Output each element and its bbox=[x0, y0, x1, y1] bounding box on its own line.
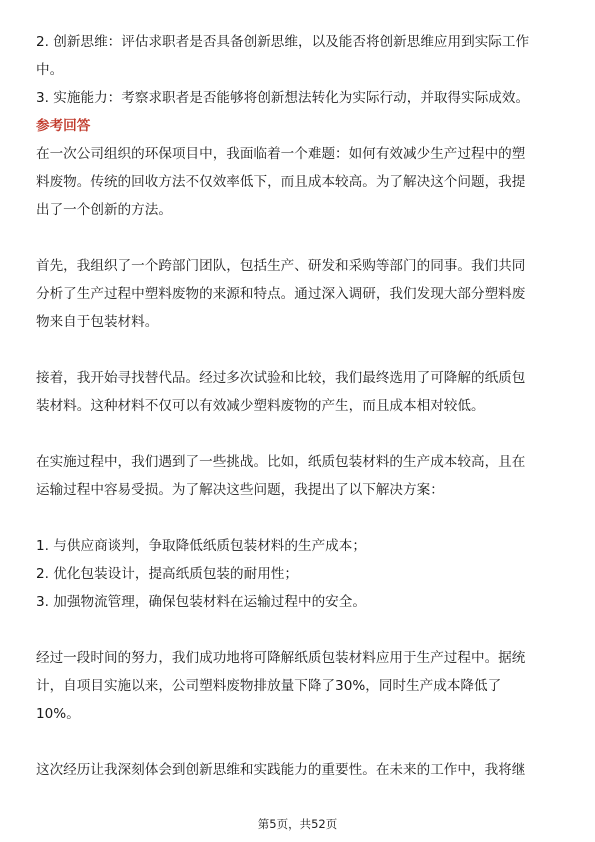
text-line: 出了一个创新的方法。 bbox=[36, 202, 172, 218]
text-line: 首先，我组织了一个跨部门团队，包括生产、研发和采购等部门的同事。我们共同 bbox=[36, 258, 526, 274]
document-page bbox=[36, 28, 559, 784]
paragraph-gap bbox=[36, 224, 559, 252]
paragraph bbox=[36, 140, 559, 224]
text-line: 分析了生产过程中塑料废物的来源和特点。通过深入调研，我们发现大部分塑料废 bbox=[36, 286, 526, 302]
section-heading: 参考回答 bbox=[36, 118, 91, 134]
page-number: 第5页，共52页 bbox=[257, 817, 338, 831]
text-line: 计，自项目实施以来，公司塑料废物排放量下降了30%，同时生产成本降低了 bbox=[36, 678, 502, 694]
text-line: 中。 bbox=[36, 62, 64, 78]
solution-list bbox=[36, 532, 559, 616]
list-item: 1. 与供应商谈判，争取降低纸质包装材料的生产成本； bbox=[36, 538, 366, 554]
paragraph bbox=[36, 644, 559, 728]
text-line: 在一次公司组织的环保项目中，我面临着一个难题：如何有效减少生产过程中的塑 bbox=[36, 146, 526, 162]
paragraph bbox=[36, 364, 559, 420]
paragraph bbox=[36, 448, 559, 504]
paragraph-gap bbox=[36, 728, 559, 756]
text-line: 在实施过程中，我们遇到了一些挑战。比如，纸质包装材料的生产成本较高，且在 bbox=[36, 454, 526, 470]
paragraph-gap bbox=[36, 616, 559, 644]
criterion-item bbox=[36, 28, 559, 84]
text-line: 料废物。传统的回收方法不仅效率低下，而且成本较高。为了解决这个问题，我提 bbox=[36, 174, 526, 190]
list-item: 3. 加强物流管理，确保包装材料在运输过程中的安全。 bbox=[36, 594, 366, 610]
criterion-item bbox=[36, 84, 559, 112]
paragraph bbox=[36, 252, 559, 336]
text-line: 运输过程中容易受损。为了解决这些问题，我提出了以下解决方案： bbox=[36, 482, 444, 498]
text-line: 接着，我开始寻找替代品。经过多次试验和比较，我们最终选用了可降解的纸质包 bbox=[36, 370, 526, 386]
list-item: 2. 优化包装设计，提高纸质包装的耐用性； bbox=[36, 566, 298, 582]
text-line: 3. 实施能力：考察求职者是否能够将创新想法转化为实际行动，并取得实际成效。 bbox=[36, 90, 530, 106]
text-line: 2. 创新思维：评估求职者是否具备创新思维，以及能否将创新思维应用到实际工作 bbox=[36, 34, 530, 50]
text-line: 这次经历让我深刻体会到创新思维和实践能力的重要性。在未来的工作中，我将继 bbox=[36, 762, 526, 778]
paragraph-gap bbox=[36, 504, 559, 532]
text-line: 经过一段时间的努力，我们成功地将可降解纸质包装材料应用于生产过程中。据统 bbox=[36, 650, 526, 666]
paragraph-gap bbox=[36, 336, 559, 364]
text-line: 装材料。这种材料不仅可以有效减少塑料废物的产生，而且成本相对较低。 bbox=[36, 398, 485, 414]
paragraph-gap bbox=[36, 420, 559, 448]
text-line: 物来自于包装材料。 bbox=[36, 314, 159, 330]
paragraph bbox=[36, 756, 559, 784]
text-line: 10%。 bbox=[36, 706, 80, 722]
